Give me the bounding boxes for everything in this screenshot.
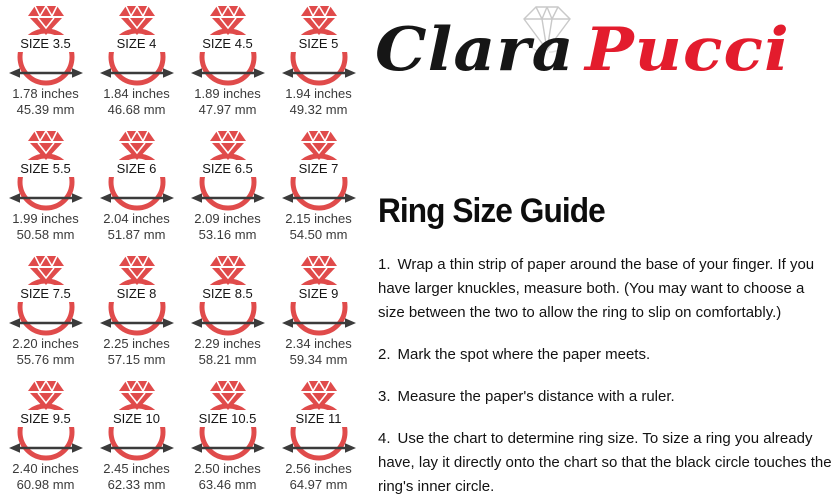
ring-size-cell — [0, 375, 91, 500]
step-4-text: Use the chart to determine ring size. To size a ring you already have, lay it directly onto the chart so that the black circle touches the ring's inner circle. — [378, 430, 832, 495]
diameter-inches: 2.40 inches — [12, 461, 79, 476]
diameter-measurements — [269, 461, 368, 493]
step-4 — [378, 427, 834, 499]
ring-illustration — [9, 131, 83, 217]
diameter-measurements — [178, 336, 277, 368]
ring-size-cell — [182, 125, 273, 250]
diamond-icon — [210, 381, 246, 410]
ring-size-label: SIZE 4.5 — [184, 35, 272, 52]
ring-size-cell — [182, 375, 273, 500]
diamond-icon — [210, 6, 246, 35]
diameter-inches: 2.15 inches — [285, 211, 352, 226]
diameter-measurements — [0, 86, 95, 118]
diameter-measurements — [87, 86, 186, 118]
step-3 — [378, 385, 834, 409]
diameter-arrow-icon — [100, 66, 174, 80]
diameter-arrow-icon — [100, 191, 174, 205]
diameter-inches: 2.25 inches — [103, 336, 170, 351]
diameter-arrow-icon — [9, 66, 83, 80]
brand-name-second: Pucci — [585, 15, 790, 85]
step-1 — [378, 253, 834, 325]
ring-illustration — [191, 256, 265, 342]
diameter-arrow-icon — [100, 441, 174, 455]
ring-size-label: SIZE 7.5 — [2, 285, 90, 302]
diameter-mm: 55.76 mm — [16, 352, 75, 367]
diameter-arrow-icon — [282, 191, 356, 205]
diameter-measurements — [269, 86, 368, 118]
diameter-mm: 46.68 mm — [107, 102, 166, 117]
ring-illustration — [100, 256, 174, 342]
diamond-icon — [28, 131, 64, 160]
ring-size-chart-grid — [0, 0, 366, 500]
diamond-icon — [210, 131, 246, 160]
diamond-icon — [28, 256, 64, 285]
ring-illustration — [9, 381, 83, 467]
diamond-icon — [119, 6, 155, 35]
page-title: Ring Size Guide — [378, 192, 605, 230]
ring-size-cell — [91, 250, 182, 375]
diameter-measurements — [269, 211, 368, 243]
ring-illustration — [191, 6, 265, 92]
ring-size-cell — [0, 250, 91, 375]
diameter-inches: 2.50 inches — [194, 461, 261, 476]
step-2 — [378, 343, 834, 367]
diameter-measurements — [0, 461, 95, 493]
ring-illustration — [282, 131, 356, 217]
diameter-inches: 1.99 inches — [12, 211, 79, 226]
diameter-inches: 2.04 inches — [103, 211, 170, 226]
ring-illustration — [9, 6, 83, 92]
ring-size-cell — [0, 0, 91, 125]
diameter-measurements — [178, 461, 277, 493]
diameter-mm: 63.46 mm — [198, 477, 257, 492]
ring-illustration — [282, 381, 356, 467]
ring-size-label: SIZE 6.5 — [184, 160, 272, 177]
diameter-mm: 57.15 mm — [107, 352, 166, 367]
ring-illustration — [100, 381, 174, 467]
diameter-arrow-icon — [191, 66, 265, 80]
diameter-measurements — [87, 336, 186, 368]
step-4-number: 4. — [378, 430, 391, 447]
diameter-arrow-icon — [282, 66, 356, 80]
diameter-mm: 62.33 mm — [107, 477, 166, 492]
step-2-text: Mark the spot where the paper meets. — [397, 346, 651, 363]
diameter-measurements — [178, 211, 277, 243]
diameter-measurements — [87, 211, 186, 243]
diameter-arrow-icon — [191, 441, 265, 455]
ring-size-label: SIZE 3.5 — [2, 35, 90, 52]
diameter-inches: 2.34 inches — [285, 336, 352, 351]
diameter-arrow-icon — [9, 441, 83, 455]
ring-illustration — [9, 256, 83, 342]
diamond-icon — [119, 256, 155, 285]
diameter-inches: 2.56 inches — [285, 461, 352, 476]
ring-size-label: SIZE 9.5 — [2, 410, 90, 427]
brand-name-first: Clara — [375, 15, 575, 85]
diamond-icon — [28, 381, 64, 410]
diameter-mm: 59.34 mm — [289, 352, 348, 367]
diamond-icon — [301, 131, 337, 160]
diamond-icon — [301, 6, 337, 35]
ring-size-cell — [0, 125, 91, 250]
ring-illustration — [100, 131, 174, 217]
ring-illustration — [100, 6, 174, 92]
ring-size-cell — [273, 250, 364, 375]
diameter-inches: 2.09 inches — [194, 211, 261, 226]
ring-size-label: SIZE 9 — [275, 285, 363, 302]
diameter-measurements — [0, 336, 95, 368]
diameter-mm: 53.16 mm — [198, 227, 257, 242]
diamond-icon — [301, 381, 337, 410]
diameter-arrow-icon — [191, 316, 265, 330]
ring-size-cell — [273, 375, 364, 500]
diameter-mm: 51.87 mm — [107, 227, 166, 242]
ring-illustration — [282, 256, 356, 342]
diameter-arrow-icon — [9, 191, 83, 205]
diameter-inches: 1.94 inches — [285, 86, 352, 101]
diameter-measurements — [178, 86, 277, 118]
info-panel — [375, 0, 837, 501]
step-1-number: 1. — [378, 256, 391, 273]
diamond-icon — [119, 381, 155, 410]
ring-size-label: SIZE 11 — [275, 410, 363, 427]
brand-logo — [375, 0, 837, 110]
diameter-mm: 54.50 mm — [289, 227, 348, 242]
diameter-arrow-icon — [9, 316, 83, 330]
ring-size-label: SIZE 4 — [93, 35, 181, 52]
diameter-arrow-icon — [191, 191, 265, 205]
ring-size-label: SIZE 10.5 — [184, 410, 272, 427]
ring-size-label: SIZE 10 — [93, 410, 181, 427]
step-3-text: Measure the paper's distance with a ruler. — [397, 388, 675, 405]
ring-size-label: SIZE 5.5 — [2, 160, 90, 177]
diameter-measurements — [0, 211, 95, 243]
diameter-arrow-icon — [100, 316, 174, 330]
diameter-inches: 1.84 inches — [103, 86, 170, 101]
diameter-mm: 60.98 mm — [16, 477, 75, 492]
ring-size-label: SIZE 8.5 — [184, 285, 272, 302]
diamond-icon — [210, 256, 246, 285]
diameter-inches: 1.78 inches — [12, 86, 79, 101]
diamond-icon — [28, 6, 64, 35]
diamond-icon — [119, 131, 155, 160]
ring-size-label: SIZE 5 — [275, 35, 363, 52]
diameter-measurements — [87, 461, 186, 493]
diameter-mm: 45.39 mm — [16, 102, 75, 117]
diameter-inches: 2.29 inches — [194, 336, 261, 351]
diameter-mm: 50.58 mm — [16, 227, 75, 242]
diameter-mm: 58.21 mm — [198, 352, 257, 367]
ring-illustration — [282, 6, 356, 92]
ring-size-cell — [91, 125, 182, 250]
diameter-arrow-icon — [282, 441, 356, 455]
instruction-steps — [378, 253, 834, 499]
diameter-mm: 64.97 mm — [289, 477, 348, 492]
diamond-icon — [301, 256, 337, 285]
ring-size-cell — [273, 125, 364, 250]
diameter-inches: 2.20 inches — [12, 336, 79, 351]
diameter-measurements — [269, 336, 368, 368]
step-3-number: 3. — [378, 388, 391, 405]
step-1-text: Wrap a thin strip of paper around the base of your finger. If you have larger knuckles, measure both. (You may want to choose a size between the two to allow the ring to slip on comfortably.) — [378, 256, 815, 321]
diameter-mm: 49.32 mm — [289, 102, 348, 117]
ring-illustration — [191, 381, 265, 467]
ring-size-label: SIZE 6 — [93, 160, 181, 177]
ring-size-cell — [182, 250, 273, 375]
ring-illustration — [191, 131, 265, 217]
diameter-inches: 2.45 inches — [103, 461, 170, 476]
ring-size-cell — [273, 0, 364, 125]
diameter-arrow-icon — [282, 316, 356, 330]
diameter-inches: 1.89 inches — [194, 86, 261, 101]
ring-size-cell — [91, 0, 182, 125]
ring-size-cell — [182, 0, 273, 125]
diameter-mm: 47.97 mm — [198, 102, 257, 117]
step-2-number: 2. — [378, 346, 391, 363]
ring-size-label: SIZE 8 — [93, 285, 181, 302]
ring-size-label: SIZE 7 — [275, 160, 363, 177]
ring-size-cell — [91, 375, 182, 500]
